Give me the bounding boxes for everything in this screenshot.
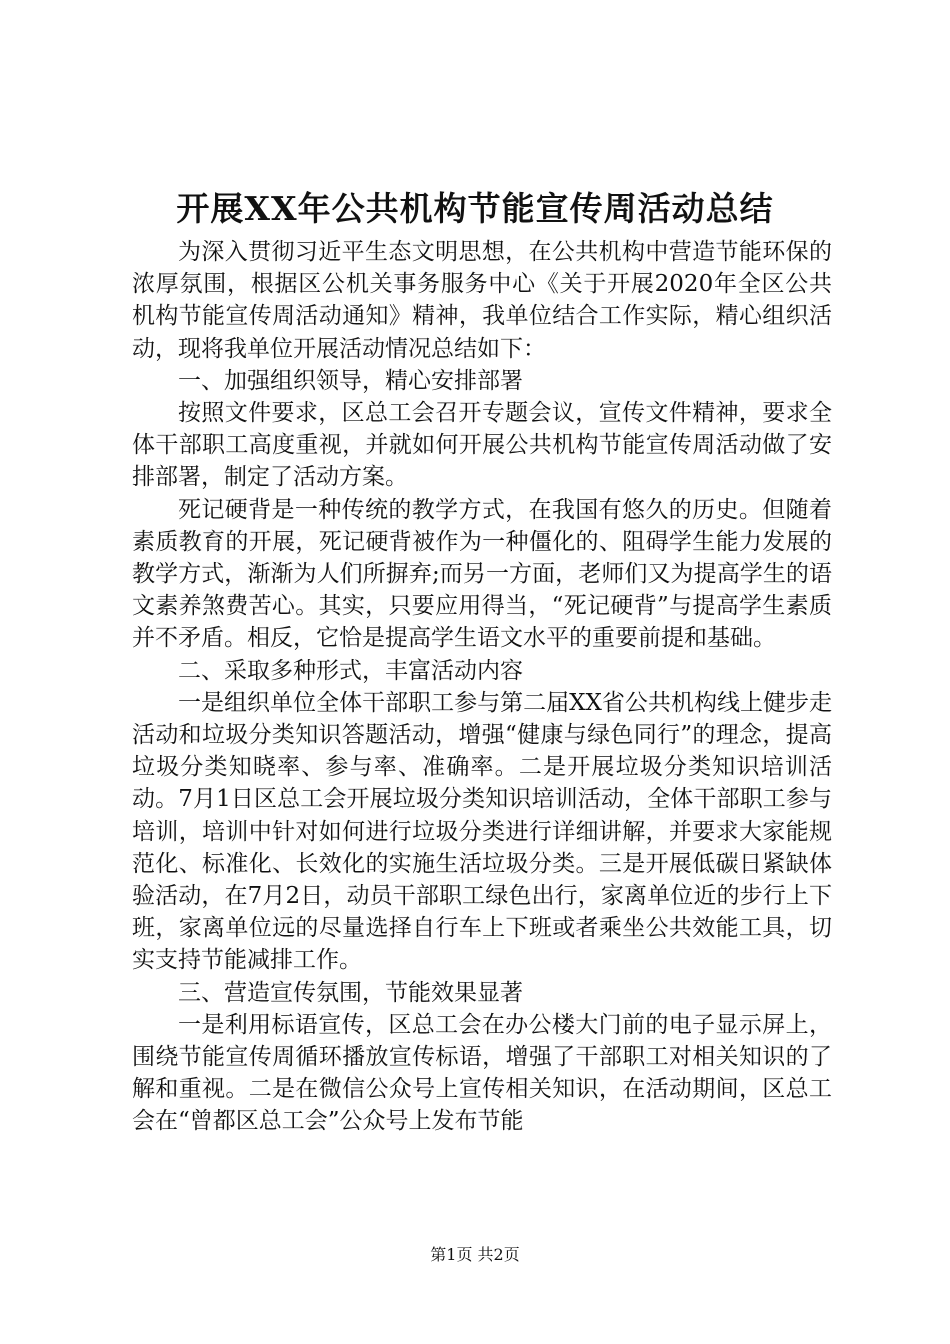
- page-footer: 第1页 共2页: [430, 1245, 520, 1264]
- section-heading-3: 三、营造宣传氛围，节能效果显著: [178, 979, 523, 1006]
- body-paragraph: 一是利用标语宣传，区总工会在办公楼大门前的电子显示屏上，围绕节能宣传周循环播放宣传标语，增强了干部职工对相关知识的了解和重视。二是在微信公众号上宣传相关知识，在活动期间，区总工会在“曾都区总工会”公众号上发布节能: [132, 1011, 832, 1135]
- body-paragraph: 死记硬背是一种传统的教学方式，在我国有悠久的历史。但随着素质教育的开展，死记硬背被作为一种僵化的、阻碍学生能力发展的教学方式，渐渐为人们所摒弃;而另一方面，老师们又为提高学生的语文素养煞费苦心。其实，只要应用得当，“死记硬背”与提高学生素质并不矛盾。相反，它恰是提高学生语文水平的重要前提和基础。: [132, 496, 832, 652]
- document-title: 开展XX年公共机构节能宣传周活动总结: [176, 189, 774, 228]
- section-heading-1: 一、加强组织领导，精心安排部署: [178, 367, 523, 394]
- section-heading-2: 二、采取多种形式，丰富活动内容: [178, 657, 523, 684]
- body-paragraph: 按照文件要求，区总工会召开专题会议，宣传文件精神，要求全体干部职工高度重视，并就如何开展公共机构节能宣传周活动做了安排部署，制定了活动方案。: [132, 400, 832, 491]
- document-body: [132, 236, 832, 1138]
- body-paragraph: 一是组织单位全体干部职工参与第二届XX省公共机构线上健步走活动和垃圾分类知识答题活动，增强“健康与绿色同行”的理念，提高垃圾分类知晓率、参与率、准确率。二是开展垃圾分类知识培训活动。7月1日区总工会开展垃圾分类知识培训活动，全体干部职工参与培训，培训中针对如何进行垃圾分类进行详细讲解，并要求大家能规范化、标准化、长效化的实施生活垃圾分类。三是开展低碳日紧缺体验活动，在7月2日，动员干部职工绿色出行，家离单位近的步行上下班，家离单位远的尽量选择自行车上下班或者乘坐公共效能工具，切实支持节能减排工作。: [132, 689, 832, 974]
- intro-paragraph: 为深入贯彻习近平生态文明思想，在公共机构中营造节能环保的浓厚氛围，根据区公机关事务服务中心《关于开展2020年全区公共机构节能宣传周活动通知》精神，我单位结合工作实际，精心组织活动，现将我单位开展活动情况总结如下：: [132, 239, 832, 362]
